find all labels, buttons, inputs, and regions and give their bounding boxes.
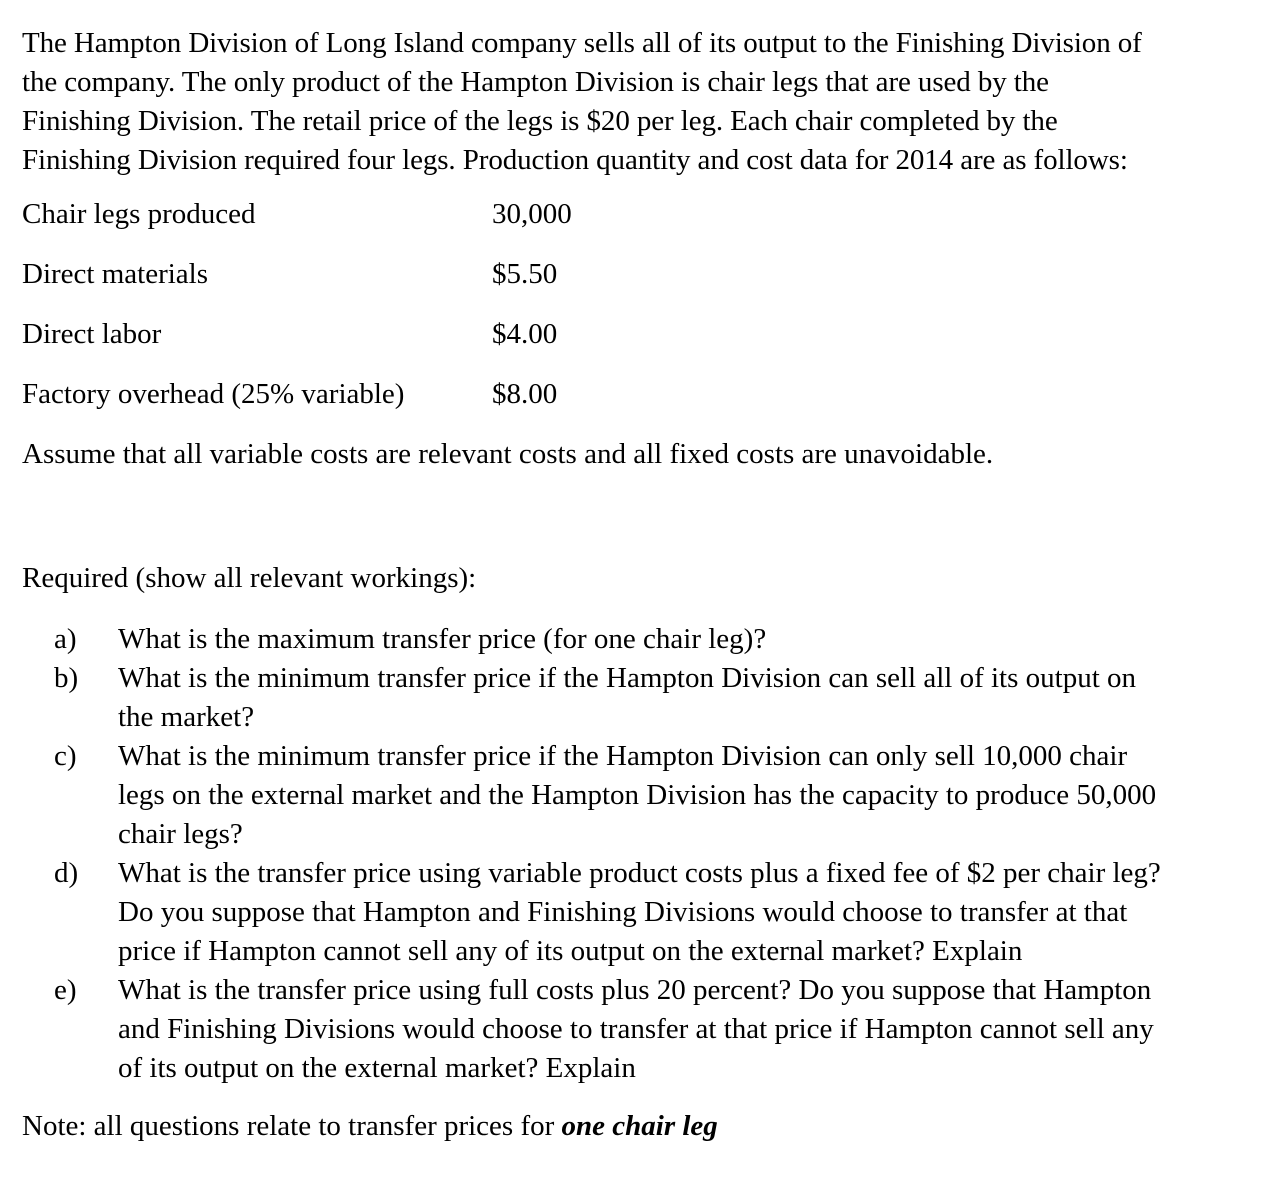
cost-value: $5.50 xyxy=(492,258,558,290)
question-line: chair legs? xyxy=(118,818,243,850)
question-line: Do you suppose that Hampton and Finishing Divisions would choose to transfer at that xyxy=(118,896,1128,928)
cost-value: $8.00 xyxy=(492,378,558,410)
cost-label: Chair legs produced xyxy=(22,198,256,230)
question-line: What is the transfer price using full costs plus 20 percent? Do you suppose that Hampton xyxy=(118,974,1152,1006)
question-e xyxy=(22,971,1262,1088)
question-line: What is the minimum transfer price if the Hampton Division can sell all of its output on xyxy=(118,662,1137,694)
cost-row-factory-overhead xyxy=(22,376,1262,436)
intro-line: Finishing Division required four legs. Production quantity and cost data for 2014 are as follows: xyxy=(22,144,1128,176)
question-line: What is the maximum transfer price (for one chair leg)? xyxy=(118,623,767,655)
question-marker: b) xyxy=(54,662,79,694)
question-d xyxy=(22,854,1262,971)
question-line: the market? xyxy=(118,701,255,733)
cost-data-table xyxy=(22,196,1262,436)
cost-value: $4.00 xyxy=(492,318,558,350)
question-c xyxy=(22,737,1262,854)
question-list xyxy=(22,620,1262,1088)
cost-label: Direct materials xyxy=(22,258,208,290)
note-emphasis: one chair leg xyxy=(561,1110,718,1142)
question-marker: a) xyxy=(54,623,77,655)
note-prefix: Note: all questions relate to transfer prices for xyxy=(22,1110,562,1142)
cost-row-direct-labor xyxy=(22,316,1262,376)
intro-line: the company. The only product of the Hampton Division is chair legs that are used by the xyxy=(22,66,1049,98)
cost-row-chair-legs-produced xyxy=(22,196,1262,256)
question-line: price if Hampton cannot sell any of its output on the external market? Explain xyxy=(118,935,1023,967)
question-line: What is the minimum transfer price if the Hampton Division can only sell 10,000 chair xyxy=(118,740,1128,772)
question-line: and Finishing Divisions would choose to transfer at that price if Hampton cannot sell any xyxy=(118,1013,1154,1045)
cost-label: Factory overhead (25% variable) xyxy=(22,378,405,410)
intro-paragraph xyxy=(22,24,1262,180)
question-a xyxy=(22,620,1262,659)
intro-line: Finishing Division. The retail price of the legs is $20 per leg. Each chair completed by the xyxy=(22,105,1058,137)
question-marker: e) xyxy=(54,974,77,1006)
question-line: of its output on the external market? Explain xyxy=(118,1052,636,1084)
document-page xyxy=(22,24,1262,1142)
intro-line: The Hampton Division of Long Island company sells all of its output to the Finishing Division of xyxy=(22,27,1142,59)
cost-row-direct-materials xyxy=(22,256,1262,316)
required-heading: Required (show all relevant workings): xyxy=(22,562,477,594)
cost-value: 30,000 xyxy=(492,198,572,230)
note-text xyxy=(22,1108,718,1144)
question-b xyxy=(22,659,1262,737)
question-line: legs on the external market and the Hampton Division has the capacity to produce 50,000 xyxy=(118,779,1157,811)
question-line: What is the transfer price using variable product costs plus a fixed fee of $2 per chair leg? xyxy=(118,857,1161,889)
question-marker: c) xyxy=(54,740,77,772)
question-marker: d) xyxy=(54,857,79,889)
assumption-text: Assume that all variable costs are relevant costs and all fixed costs are unavoidable. xyxy=(22,438,994,470)
cost-label: Direct labor xyxy=(22,318,162,350)
